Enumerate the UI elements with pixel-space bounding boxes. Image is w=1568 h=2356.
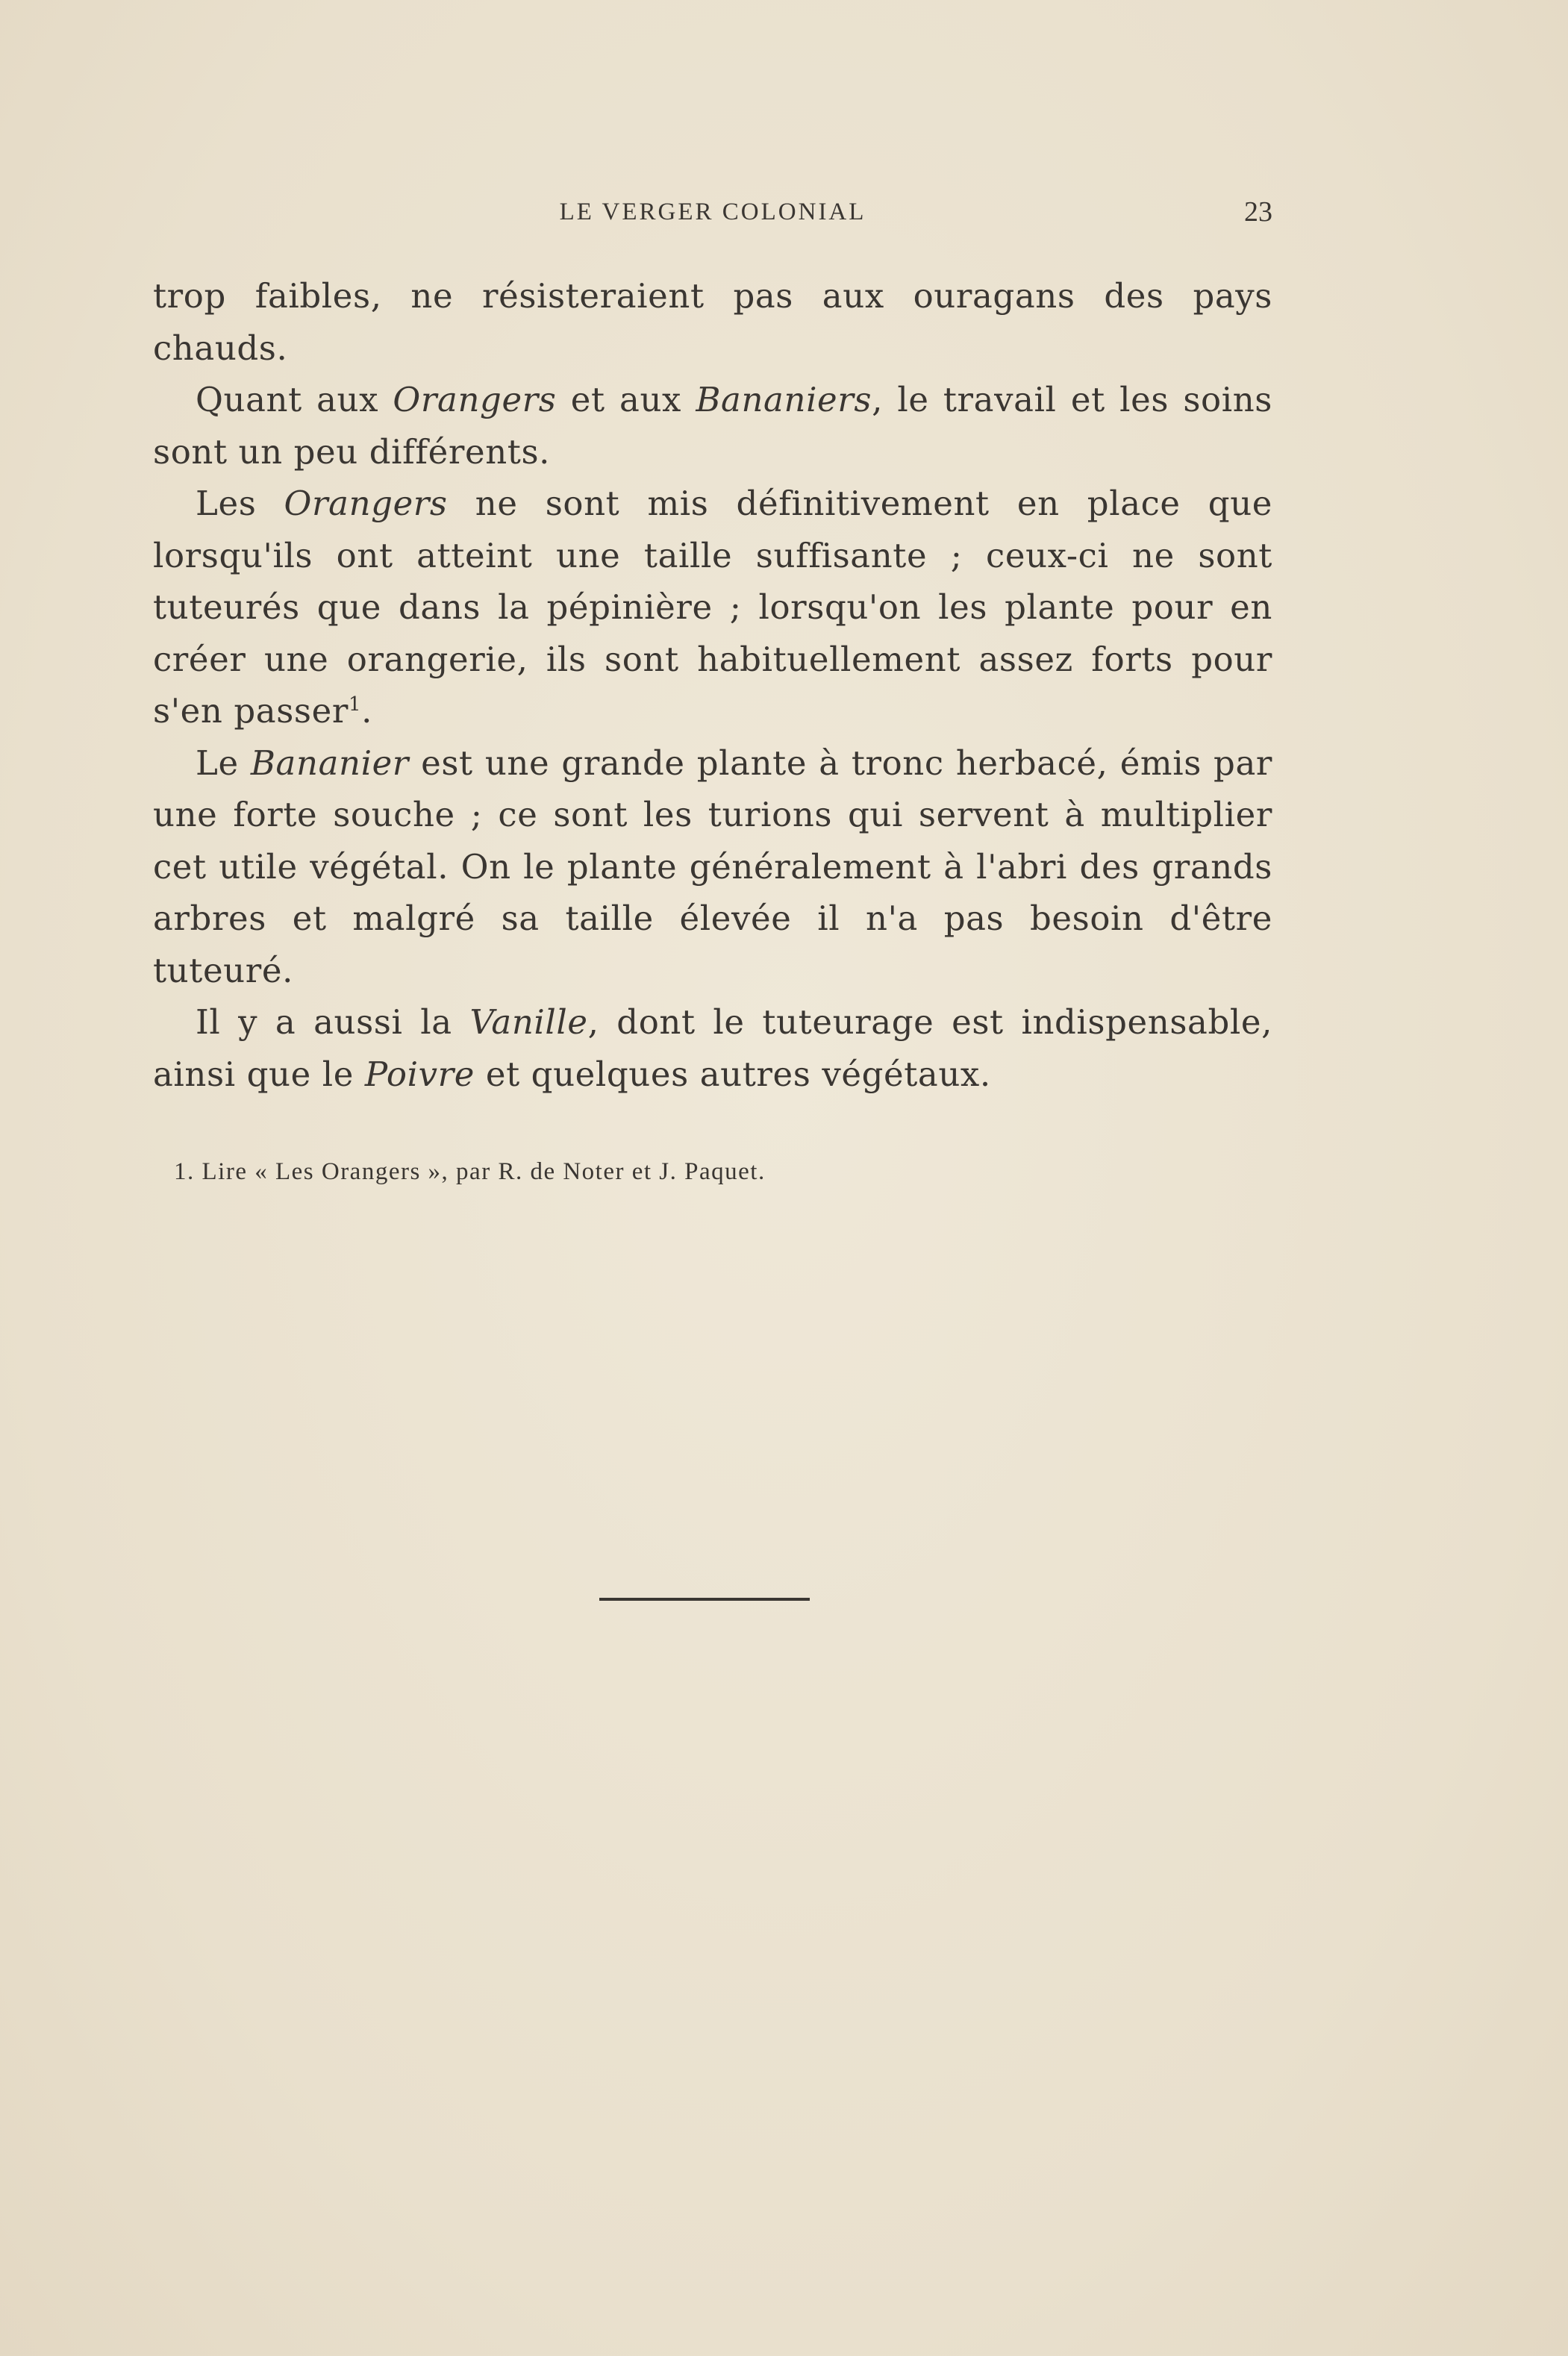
paragraph-3-text-a: Les [196, 484, 284, 523]
closing-rule [599, 1598, 810, 1601]
paragraph-5 [153, 996, 1272, 1100]
paragraph-5-italic-vanille: Vanille [469, 1002, 588, 1042]
paragraph-2-text-a: Quant aux [196, 380, 393, 419]
paragraph-2 [153, 374, 1272, 478]
paragraph-3-italic-orangers: Orangers [284, 484, 448, 523]
paragraph-4-text-b: est une grande plante à tronc herbacé, émis par une forte souche ; ce sont les turions qui servent à multiplier cet utile végétal. On le plante généralement à l'abri des grands arbres et malgré sa taille élevée il n'a pas besoin d'être tuteuré. [153, 743, 1272, 990]
paragraph-4-italic-bananier: Bananier [250, 743, 409, 783]
paragraph-5-text-c: et quelques autres végétaux. [474, 1054, 991, 1094]
paragraph-4-text-a: Le [196, 743, 251, 783]
paragraph-1-text: trop faibles, ne résisteraient pas aux ouragans des pays chauds. [153, 276, 1272, 368]
paragraph-2-text-b: et aux [556, 380, 696, 419]
paragraph-5-italic-poivre: Poivre [364, 1054, 475, 1094]
page-number: 23 [1244, 196, 1272, 228]
paragraph-5-text-a: Il y a aussi la [196, 1002, 470, 1042]
paragraph-1 [153, 270, 1272, 374]
footnote-reference: 1 [348, 693, 362, 716]
running-title: LE VERGER COLONIAL [559, 199, 866, 225]
footnote: 1. Lire « Les Orangers », par R. de Noter et J. Paquet. [174, 1158, 766, 1185]
body-text [153, 270, 1272, 1100]
paragraph-2-text-c: , le travail et les soins sont un peu différents. [153, 380, 1272, 472]
paragraph-4 [153, 737, 1272, 997]
paragraph-3-text-b: ne sont mis définitivement en place que lorsqu'ils ont atteint une taille suffisante ; ceux-ci ne sont tuteurés que dans la pépinière ; lorsqu'on les plante pour en créer une orangerie, ils sont habituellement assez forts pour s'en passer [153, 484, 1273, 731]
paragraph-5-text-b: , dont le tuteurage est indispensable, ainsi que le [153, 1002, 1272, 1094]
paragraph-3-text-c: . [361, 691, 373, 731]
page-header [153, 196, 1272, 233]
paragraph-2-italic-bananiers: Bananiers [696, 380, 872, 419]
paragraph-2-italic-orangers: Orangers [393, 380, 557, 419]
paragraph-3 [153, 478, 1272, 737]
